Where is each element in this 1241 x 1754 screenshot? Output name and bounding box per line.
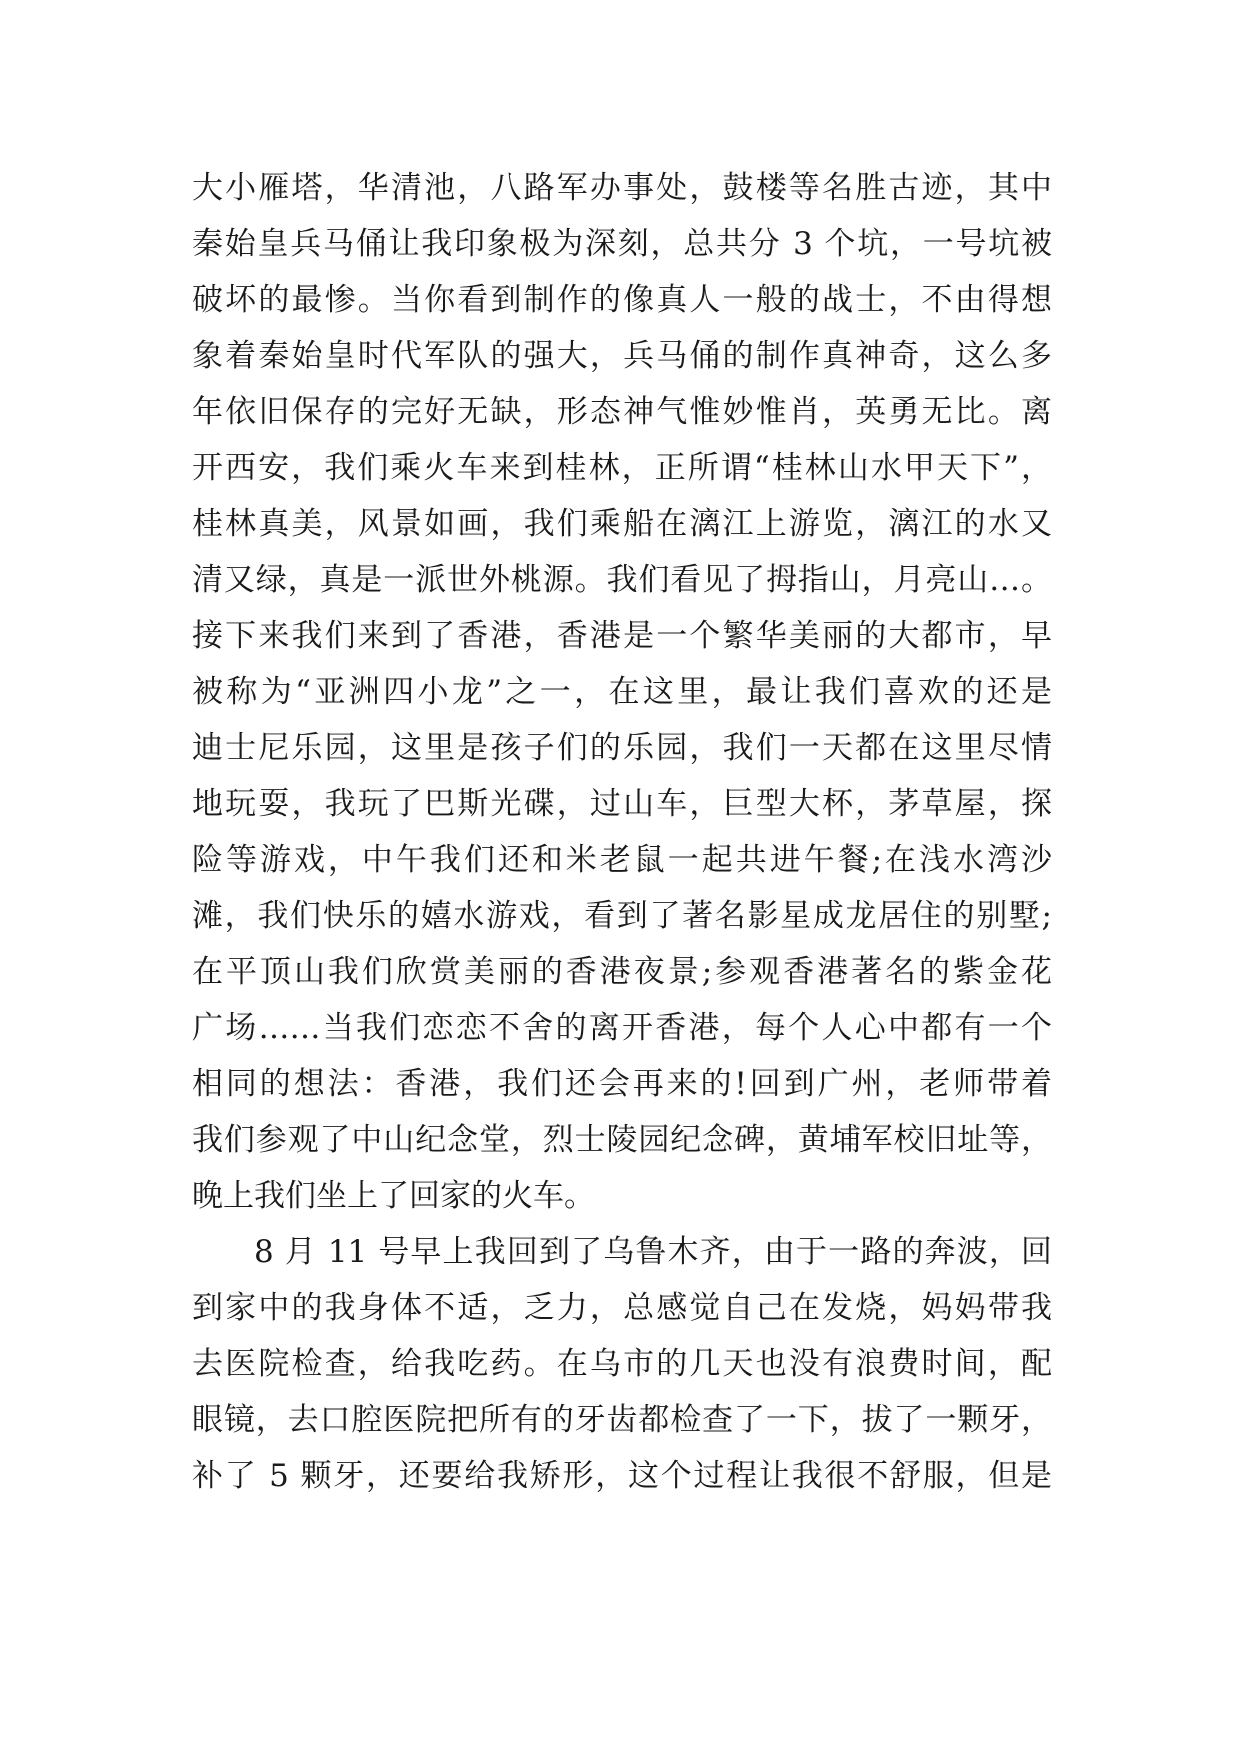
text-line: 地玩耍，我玩了巴斯光碟，过山车，巨型大杯，茅草屋，探 xyxy=(192,786,1052,822)
text-line: 广场……当我们恋恋不舍的离开香港，每个人心中都有一个 xyxy=(192,1010,1052,1046)
text-line: 我们参观了中山纪念堂，烈士陵园纪念碑，黄埔军校旧址等， xyxy=(192,1122,1052,1158)
paragraph xyxy=(192,160,1052,1224)
text-line: 在平顶山我们欣赏美丽的香港夜景;参观香港著名的紫金花 xyxy=(192,954,1052,990)
text-line: 险等游戏，中午我们还和米老鼠一起共进午餐;在浅水湾沙 xyxy=(192,842,1052,878)
text-line: 接下来我们来到了香港，香港是一个繁华美丽的大都市，早 xyxy=(192,618,1052,654)
paragraph xyxy=(192,1224,1052,1504)
text-line: 滩，我们快乐的嬉水游戏，看到了著名影星成龙居住的别墅; xyxy=(192,898,1052,934)
text-line: 年依旧保存的完好无缺，形态神气惟妙惟肖，英勇无比。离 xyxy=(192,394,1052,430)
text-line: 秦始皇兵马俑让我印象极为深刻，总共分 3 个坑，一号坑被 xyxy=(192,226,1052,262)
text-line: 补了 5 颗牙，还要给我矫形，这个过程让我很不舒服，但是 xyxy=(192,1458,1052,1494)
text-line: 到家中的我身体不适，乏力，总感觉自己在发烧，妈妈带我 xyxy=(192,1290,1052,1326)
text-line: 去医院检查，给我吃药。在乌市的几天也没有浪费时间，配 xyxy=(192,1346,1052,1382)
text-line: 桂林真美，风景如画，我们乘船在漓江上游览，漓江的水又 xyxy=(192,506,1052,542)
text-line: 相同的想法：香港，我们还会再来的!回到广州，老师带着 xyxy=(192,1066,1052,1102)
text-line: 大小雁塔，华清池，八路军办事处，鼓楼等名胜古迹，其中 xyxy=(192,170,1052,206)
text-line: 被称为“亚洲四小龙”之一，在这里，最让我们喜欢的还是 xyxy=(192,674,1052,710)
text-line: 眼镜，去口腔医院把所有的牙齿都检查了一下，拔了一颗牙， xyxy=(192,1402,1052,1438)
text-line: 晚上我们坐上了回家的火车。 xyxy=(192,1178,595,1214)
text-line: 破坏的最惨。当你看到制作的像真人一般的战士，不由得想 xyxy=(192,282,1052,318)
body-text xyxy=(192,160,1052,1504)
text-line: 开西安，我们乘火车来到桂林，正所谓“桂林山水甲天下”， xyxy=(192,450,1052,486)
text-line: 8 月 11 号早上我回到了乌鲁木齐，由于一路的奔波，回 xyxy=(254,1234,1052,1270)
text-line: 象着秦始皇时代军队的强大，兵马俑的制作真神奇，这么多 xyxy=(192,338,1052,374)
text-line: 清又绿，真是一派世外桃源。我们看见了拇指山，月亮山…。 xyxy=(192,562,1052,598)
text-line: 迪士尼乐园，这里是孩子们的乐园，我们一天都在这里尽情 xyxy=(192,730,1052,766)
